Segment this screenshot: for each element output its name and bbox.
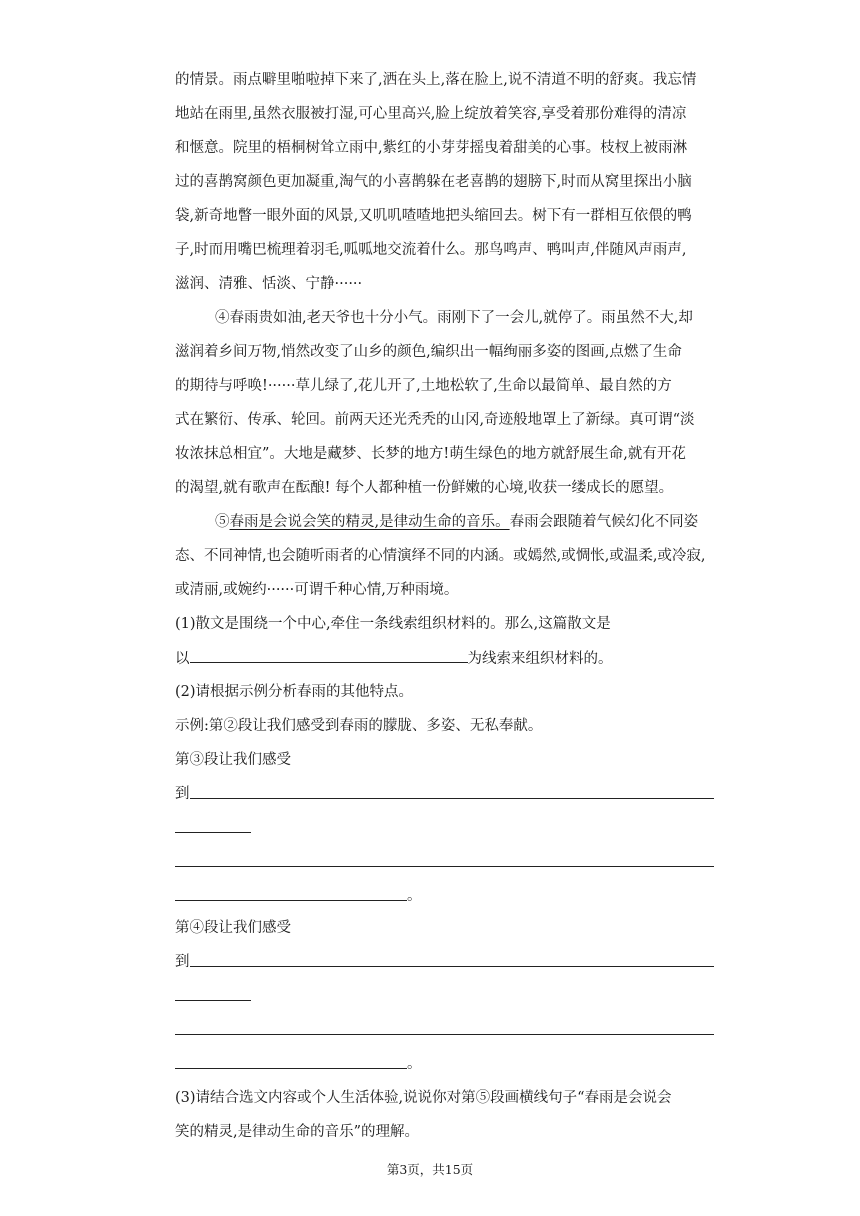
to-char: 到 [175,786,190,802]
answer-blank[interactable] [175,1000,251,1001]
to-char: 到 [175,954,190,970]
period: 。 [407,888,422,904]
paragraph-line: 式在繁衍、传承、轮回。前两天还光秃秃的山冈,奇迹般地罩上了新绿。真可谓“淡 [175,412,695,428]
paragraph-text: 春雨会跟随着气候幻化不同姿 [509,514,699,530]
paragraph-5-first-line [215,512,698,532]
answer-blank[interactable] [175,866,714,867]
answer-blank[interactable] [175,1034,714,1035]
question-2-text: (2)请根据示例分析春雨的其他特点。 [175,684,414,700]
paragraph-line: 妆浓抹总相宜”。大地是藏梦、长梦的地方!萌生绿色的地方就舒展生命,就有开花 [175,446,686,462]
question-2b-label: 第④段让我们感受 [175,920,291,936]
paragraph-line: 的期待与呼唤!······草儿绿了,花儿开了,土地松软了,生命以最简单、最自然的方 [175,378,672,394]
paragraph-line: 袋,新奇地瞥一眼外面的风景,又叽叽喳喳地把头缩回去。树下有一群相互依偎的鸭 [175,208,692,224]
paragraph-line: 的渴望,就有歌声在酝酿! 每个人都种植一份鲜嫩的心境,收获一缕成长的愿望。 [175,480,674,496]
answer-blank[interactable] [190,648,468,663]
paragraph-line: 的情景。雨点噼里啪啦掉下来了,洒在头上,落在脸上,说不清道不明的舒爽。我忘情 [175,72,697,88]
answer-blank[interactable] [190,798,714,799]
period: 。 [407,1056,422,1072]
question-2a-label: 第③段让我们感受 [175,752,291,768]
q1-prefix: 以 [175,651,190,667]
answer-blank[interactable] [190,966,714,967]
paragraph-line: 子,时而用嘴巴梳理着羽毛,呱呱地交流着什么。那鸟鸣声、鸭叫声,伴随风声雨声, [175,242,687,258]
underlined-sentence: 春雨是会说会笑的精灵,是律动生命的音乐。 [229,514,510,530]
paragraph-line: 或清丽,或婉约······可谓千种心情,万种雨境。 [175,582,459,598]
question-3-text: 笑的精灵,是律动生命的音乐”的理解。 [175,1124,420,1140]
question-3-text: (3)请结合选文内容或个人生活体验,说说你对第⑤段画横线句子“春雨是会说会 [175,1090,672,1106]
paragraph-number: ⑤ [215,514,230,530]
answer-blank[interactable] [175,832,251,833]
paragraph-line: 滋润、清雅、恬淡、宁静······ [175,276,363,292]
answer-blank[interactable] [175,1068,407,1069]
paragraph-line: 地站在雨里,虽然衣服被打湿,可心里高兴,脸上绽放着笑容,享受着那份难得的清凉 [175,106,687,122]
page-footer: 第3页，共15页 [386,1162,474,1177]
paragraph-line: 态、不同神情,也会随听雨者的心情演绎不同的内涵。或嫣然,或惆怅,或温柔,或冷寂, [175,548,706,564]
paragraph-4-first-line: ④春雨贵如油,老天爷也十分小气。雨刚下了一会儿,就停了。雨虽然不大,却 [215,310,693,326]
answer-blank[interactable] [175,900,407,901]
question-2-example: 示例:第②段让我们感受到春雨的朦胧、多姿、无私奉献。 [175,718,543,734]
question-1-text: (1)散文是围绕一个中心,牵住一条线索组织材料的。那么,这篇散文是 [175,616,611,632]
paragraph-line: 和惬意。院里的梧桐树耸立雨中,紫红的小芽芽摇曳着甜美的心事。枝杈上被雨淋 [175,140,688,156]
question-1-fill-line [175,648,613,669]
paragraph-line: 滋润着乡间万物,悄然改变了山乡的颜色,编织出一幅绚丽多姿的图画,点燃了生命 [175,344,682,360]
paragraph-line: 过的喜鹊窝颜色更加凝重,淘气的小喜鹊躲在老喜鹊的翅膀下,时而从窝里探出小脑 [175,174,692,190]
q1-suffix: 为线索来组织材料的。 [467,651,613,667]
